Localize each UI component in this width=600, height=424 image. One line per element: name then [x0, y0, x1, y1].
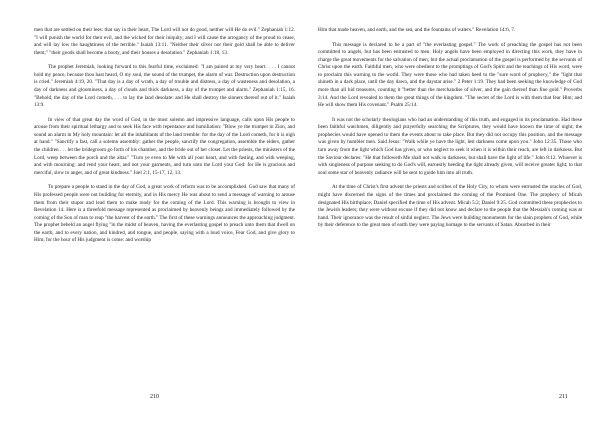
right-page — [300, 0, 600, 424]
left-page-text — [34, 27, 295, 245]
paragraph: This message is declared to be a part of "the everlasting gospel." The work of preaching the gospel has not been committed to angels, but has been entrusted to men. Holy angels have been employed in directing this work, they have in charge the great movements for the salvation of men; but the actual proclamation of the gospel is performed by the servants of Christ upon the earth. Faithful men, who were obedient to the promptings of God's Spirit and the teachings of His word, were to proclaim this warning to the world. They were those who had taken heed to the "sure word of prophecy," the "light that shineth in a dark place, until the day dawn, and the daystar arise." 2 Peter 1:19. They had been seeking the knowledge of God more than all hid treasures, counting it "better than the merchandise of silver, and the gain thereof than fine gold." Proverbs 3:14. And the Lord revealed to them the great things of the kingdom. "The secret of the Lord is with them that fear Him; and He will show them His covenant." Psalm 25:14. — [318, 41, 582, 109]
right-page-text — [318, 27, 582, 230]
paragraph: It was not the scholarly theologians who had an understanding of this truth, and engaged in its proclamation. Had these been faithful watchmen, diligently and prayerfully searching the Scriptures, they would have known the time of night; the prophecies would have opened to them the events about to take place. But they did not occupy this position, and the message was given by humbler men. Said Jesus: "Walk while ye have the light, lest darkness come upon you." John 12:35. Those who turn away from the light which God has given, or who neglect to seek it when it is within their reach, are left in darkness. But the Saviour declares: "He that followeth Me shall not walk in darkness, but shall have the light of life." John 8:12. Whoever is with singleness of purpose seeking to do God's will, earnestly heeding the light already given, will receive greater light; to that soul some star of heavenly radiance will be sent to guide him into all truth. — [318, 116, 582, 176]
paragraph: The prophet Jeremiah, looking forward to this fearful time, exclaimed: "I am pained at my very heart. . . . I cannot hold my peace, because thou hast heard, O my soul, the sound of the trumpet, the alarm of war. Destruction upon destruction is cried." Jeremiah 4:19, 20. "That day is a day of wrath, a day of trouble and distress, a day of wasteness and desolation, a day of darkness and gloominess, a day of clouds and thick darkness, a day of the trumpet and alarm." Zephaniah 1:15, 16. "Behold, the day of the Lord cometh, . . . to lay the land desolate: and He shall destroy the sinners thereof out of it." Isaiah 13:9. — [34, 64, 295, 109]
paragraph: To prepare a people to stand in the day of God, a great work of reform was to be accomplished. God saw that many of His professed people were not building for eternity, and in His mercy He was about to send a message of warning to arouse them from their stupor and lead them to make ready for the coming of the Lord. This warning is brought to view in Revelation 14. Here is a threefold message represented as proclaimed by heavenly beings and immediately followed by the coming of the Son of man to reap "the harvest of the earth." The first of these warnings announces the approaching judgment. The prophet beheld an angel flying "in the midst of heaven, having the everlasting gospel to preach unto them that dwell on the earth, and to every nation, and kindred, and tongue, and people, saying with a loud voice, Fear God, and give glory to Him; for the hour of His judgment is come: and worship — [34, 184, 295, 244]
page-number: 210 — [150, 394, 159, 400]
page-number: 211 — [559, 394, 568, 400]
paragraph: In view of that great day the word of God, in the most solemn and impressive language, calls upon His people to arouse from their spiritual lethargy and to seek His face with repentance and humiliation: "Blow ye the trumpet in Zion, and sound an alarm in My holy mountain: let all the inhabitants of the land tremble: for the day of the Lord cometh, for it is nigh at hand." "Sanctify a fast, call a solemn assembly: gather the people, sanctify the congregation, assemble the elders, gather the children . . . let the bridegroom go forth of his chamber, and the bride out of her closet. Let the priests, the ministers of the Lord, weep between the porch and the altar." "Turn ye even to Me with all your heart, and with fasting, and with weeping, and with mourning: and rend your heart, and not your garments, and turn unto the Lord your God: for He is gracious and merciful, slow to anger, and of great kindness." Joel 2:1, 15-17, 12, 13. — [34, 116, 295, 176]
paragraph: Him that made heaven, and earth, and the sea, and the fountains of waters." Revelation 14:6, 7. — [318, 27, 516, 33]
paragraph: At the time of Christ's first advent the priests and scribes of the Holy City, to whom were entrusted the oracles of God, might have discerned the signs of the times and proclaimed the coming of the Promised One. The prophecy of Micah designated His birthplace; Daniel specified the time of His advent. Micah 5:2; Daniel 9:25. God committed these prophecies to the Jewish leaders; they were without excuse if they did not know and declare to the people that the Messiah's coming was at hand. Their ignorance was the result of sinful neglect. The Jews were building monuments for the slain prophets of God, while by their deference to the great men of earth they were paying homage to the servants of Satan. Absorbed in their — [318, 184, 582, 229]
paragraph: men that are settled on their lees: that say in their heart, The Lord will not do good, neither will He do evil." Zephaniah 1:12. "I will punish the world for their evil, and the wicked for their iniquity; and I will cause the arrogancy of the proud to cease, and will lay low the haughtiness of the terrible." Isaiah 13:11. "Neither their silver nor their gold shall be able to deliver them;" "their goods shall become a booty, and their houses a desolation." Zephaniah 1:18, 13. — [34, 27, 295, 56]
